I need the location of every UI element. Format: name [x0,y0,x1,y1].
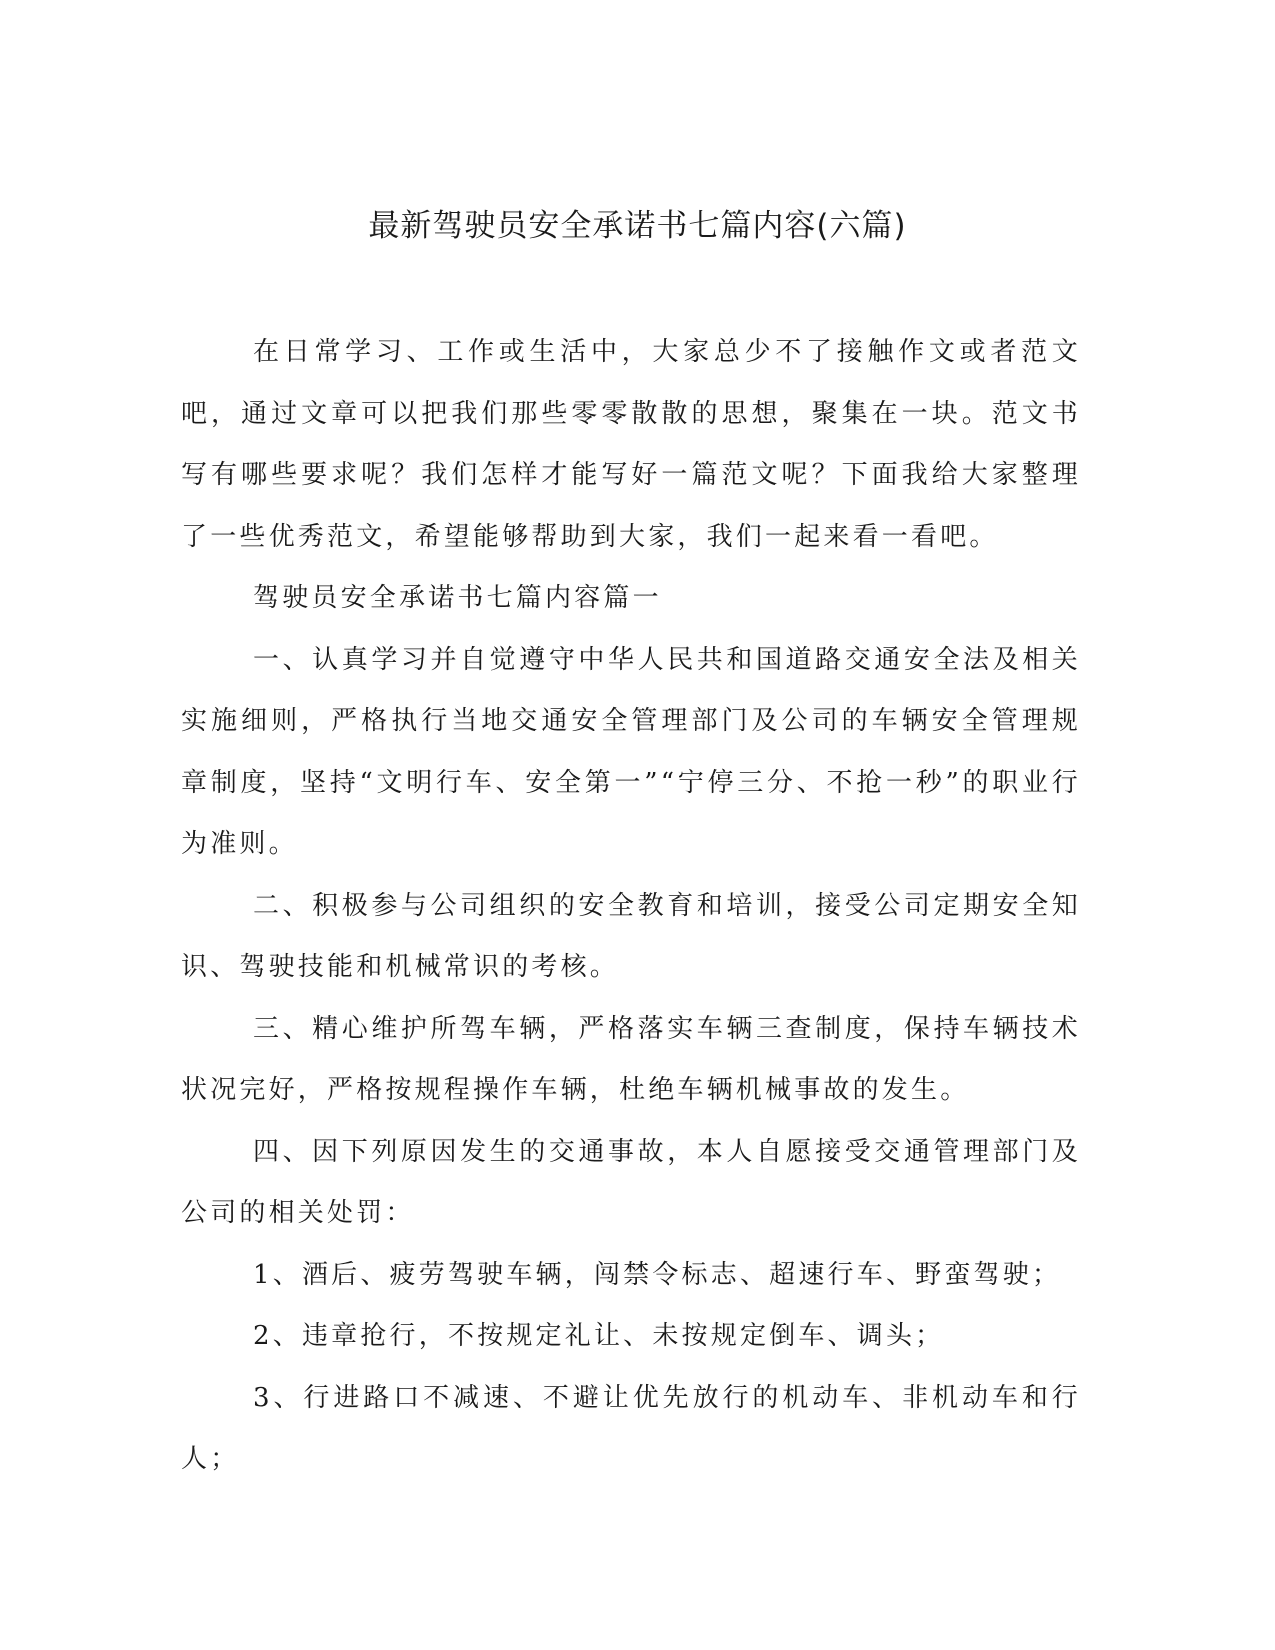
document-title: 最新驾驶员安全承诺书七篇内容(六篇) [368,208,907,244]
clause-paragraph: 一、认真学习并自觉遵守中华人民共和国道路交通安全法及相关实施细则，严格执行当地交通安全管理部门及公司的车辆安全管理规章制度，坚持“文明行车、安全第一”“宁停三分、不抢一秒”的职业行为准则。 [181,644,1081,859]
list-item: 3、行进路口不减速、不避让优先放行的机动车、非机动车和行人； [181,1382,1081,1474]
clause-paragraph: 三、精心维护所驾车辆，严格落实车辆三查制度，保持车辆技术状况完好，严格按规程操作车辆，杜绝车辆机械事故的发生。 [181,1013,1081,1105]
intro-paragraph: 在日常学习、工作或生活中，大家总少不了接触作文或者范文吧，通过文章可以把我们那些零零散散的思想，聚集在一块。范文书写有哪些要求呢？我们怎样才能写好一篇范文呢？下面我给大家整理了一些优秀范文，希望能够帮助到大家，我们一起来看一看吧。 [181,337,1081,552]
clause-paragraph: 二、积极参与公司组织的安全教育和培训，接受公司定期安全知识、驾驶技能和机械常识的考核。 [181,890,1081,982]
clause-paragraph: 四、因下列原因发生的交通事故，本人自愿接受交通管理部门及公司的相关处罚： [181,1136,1081,1228]
list-item: 2、违章抢行，不按规定礼让、未按规定倒车、调头； [253,1321,945,1351]
list-item: 1、酒后、疲劳驾驶车辆，闯禁令标志、超速行车、野蛮驾驶； [253,1259,1062,1290]
document-body [181,322,1081,1491]
section-heading: 驾驶员安全承诺书七篇内容篇一 [253,583,662,613]
